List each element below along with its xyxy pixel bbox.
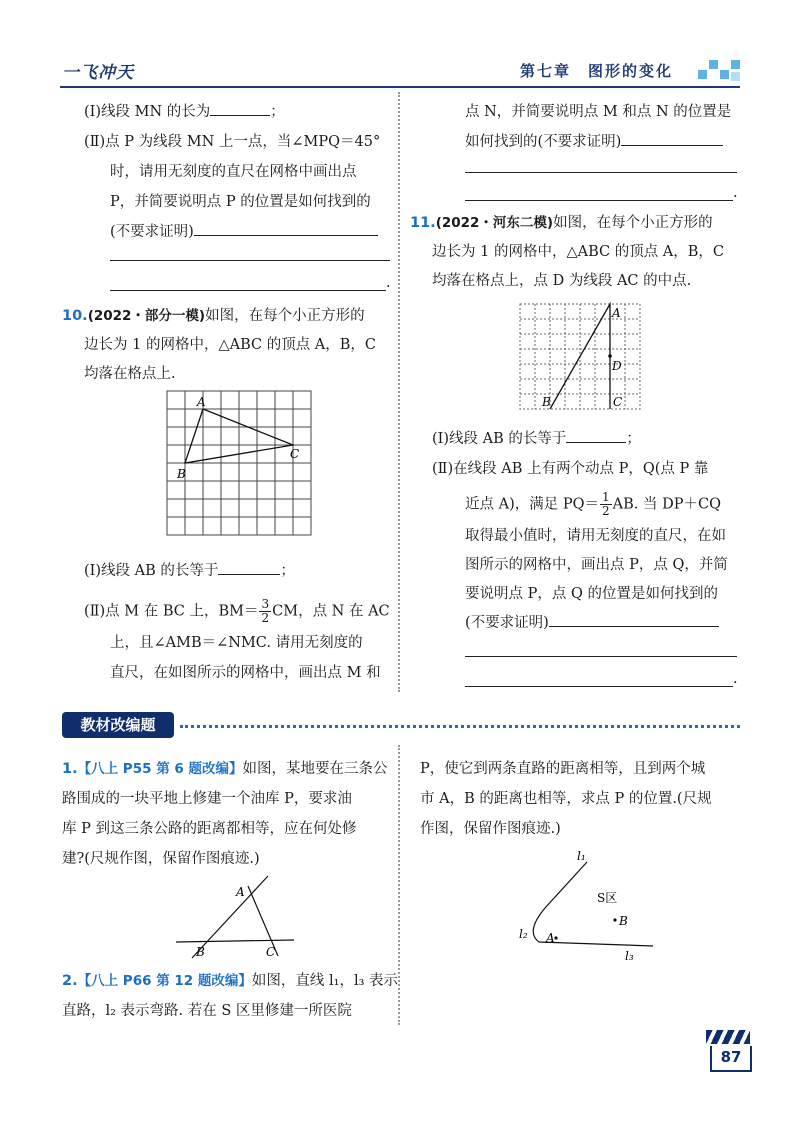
end-mark: . (386, 275, 391, 291)
label-b: B (542, 395, 551, 409)
t2-roads-figure (515, 848, 665, 963)
label-b: B (177, 467, 186, 481)
page-number-badge (706, 1030, 750, 1072)
header-decoration (698, 58, 742, 82)
label-c: C (290, 447, 300, 461)
header-rule (60, 86, 740, 88)
end-mark: . (733, 185, 738, 201)
t2-cont-line3: 作图，保留作图痕迹.) (420, 821, 561, 837)
question-source: 【八上 P66 第 12 题改编】 (77, 973, 252, 989)
q10-grid-figure (160, 388, 314, 542)
label-c: C (613, 395, 623, 409)
label-b: B (619, 914, 628, 928)
question-source: (2022・河东二模) (435, 215, 554, 231)
t2-cont-line1: P，使它到两条直路的距离相等，且到两个城 (420, 761, 706, 777)
q11-part1: (Ⅰ)线段 AB 的长等于 ； (432, 428, 641, 450)
t2-header: 2.【八上 P66 第 12 题改编】如图，直线 l₁，l₃ 表示 (62, 973, 399, 989)
label-c: C (266, 945, 276, 959)
q11-part2-line1: (Ⅱ)在线段 AB 上有两个动点 P，Q(点 P 靠 (432, 461, 709, 477)
q10-line2: 边长为 1 的网格中，△ABC 的顶点 A，B，C (84, 337, 377, 353)
t2-line2: 直路，l₂ 表示弯路. 若在 S 区里修建一所医院 (62, 1003, 352, 1019)
section-title: 教材改编题 (62, 712, 174, 738)
column-divider-top (398, 92, 400, 692)
q11-header: 11.(2022・河东二模)如图，在每个小正方形的 (410, 215, 713, 231)
q11-part2-line6: (不要求证明) (465, 612, 719, 634)
t1-roads-figure (170, 870, 300, 960)
q9-part2-line3: P，并简要说明点 P 的位置是如何找到的 (110, 194, 371, 210)
q10-part2-line1: (Ⅱ)点 M 在 BC 上，BM＝ $\frac{3}{2}$ CM，点 N 在 AC (84, 597, 390, 625)
chapter-title: 第七章 图形的变化 (520, 62, 674, 80)
label-l1: l₁ (577, 849, 586, 863)
q11-part2-line5: 要说明点 P，点 Q 的位置是如何找到的 (465, 586, 718, 602)
answer-line (465, 200, 733, 201)
point-b (613, 918, 616, 921)
t1-line3: 库 P 到这三条公路的距离都相等，应在何处修 (62, 821, 357, 837)
q9-part2-line2: 时，请用无刻度的直尺在网格中画出点 (110, 164, 357, 180)
label-a: A (236, 885, 245, 899)
q9-part1: (Ⅰ)线段 MN 的长为 ； (84, 101, 285, 123)
label-d: D (612, 359, 622, 373)
label-s-region: S区 (597, 891, 618, 905)
label-a: A (612, 306, 621, 320)
q11-part2-line3: 取得最小值时，请用无刻度的直尺，在如 (465, 528, 726, 544)
brand-logo-text: 一飞冲天 (62, 63, 134, 83)
q10-part2-line3: 直尺，在如图所示的网格中，画出点 M 和 (110, 665, 381, 681)
q9-part2-line4: (不要求证明) (110, 221, 378, 243)
label-a: A (546, 931, 555, 945)
q10-part1: (Ⅰ)线段 AB 的长等于 ； (84, 560, 295, 582)
question-number: 2. (62, 973, 78, 989)
q11-part2-line2: 近点 A)，满足 PQ＝ $\frac{1}{2}$ AB. 当 DP＋CQ (465, 490, 721, 518)
q10-cont-line1: 点 N，并简要说明点 M 和点 N 的位置是 (465, 104, 732, 120)
t2-cont-line2: 市 A，B 的距离也相等，求点 P 的位置.(尺规 (420, 791, 712, 807)
column-divider-bottom (398, 745, 400, 1025)
point-a (554, 936, 557, 939)
label-b: B (196, 945, 205, 959)
answer-line (465, 172, 737, 173)
q11-line3: 均落在格点上，点 D 为线段 AC 的中点. (432, 273, 692, 289)
end-mark: . (733, 671, 738, 687)
label-a: A (197, 395, 206, 409)
q10-header: 10.(2022・部分一模)如图，在每个小正方形的 (62, 308, 365, 324)
road-bc (176, 940, 294, 942)
point-d (608, 354, 612, 358)
answer-line (465, 686, 733, 687)
question-number: 10. (62, 308, 88, 324)
q11-grid-figure (516, 300, 646, 414)
label-l2: l₂ (519, 927, 528, 941)
fraction: $\frac{1}{2}$ (602, 490, 610, 518)
fraction: $\frac{3}{2}$ (261, 597, 270, 625)
answer-line (110, 290, 386, 291)
question-source: 【八上 P55 第 6 题改编】 (77, 761, 243, 777)
answer-line (465, 656, 737, 657)
question-source: (2022・部分一模) (87, 308, 206, 324)
q11-line2: 边长为 1 的网格中，△ABC 的顶点 A，B，C (432, 244, 725, 260)
q10-cont-line2: 如何找到的(不要求证明) (465, 131, 723, 153)
label-l3: l₃ (625, 949, 634, 963)
answer-line (110, 260, 390, 261)
q10-line3: 均落在格点上. (84, 366, 176, 382)
t1-line4: 建?(尺规作图，保留作图痕迹.) (62, 851, 260, 867)
question-number: 11. (410, 215, 436, 231)
q10-part2-line2: 上，且∠AMB＝∠NMC. 请用无刻度的 (110, 635, 363, 651)
question-number: 1. (62, 761, 78, 777)
badge-stripe (706, 1030, 750, 1044)
t1-header: 1.【八上 P55 第 6 题改编】如图，某地要在三条公 (62, 761, 388, 777)
t1-line2: 路围成的一块平地上修建一个油库 P，要求油 (62, 791, 352, 807)
section-dotted-rule (180, 725, 740, 728)
q11-part2-line4: 图所示的网格中，画出点 P，点 Q，并简 (465, 557, 728, 573)
page-number: 87 (710, 1046, 752, 1072)
q9-part2-line1: (Ⅱ)点 P 为线段 MN 上一点，当∠MPQ＝45° (84, 134, 381, 150)
